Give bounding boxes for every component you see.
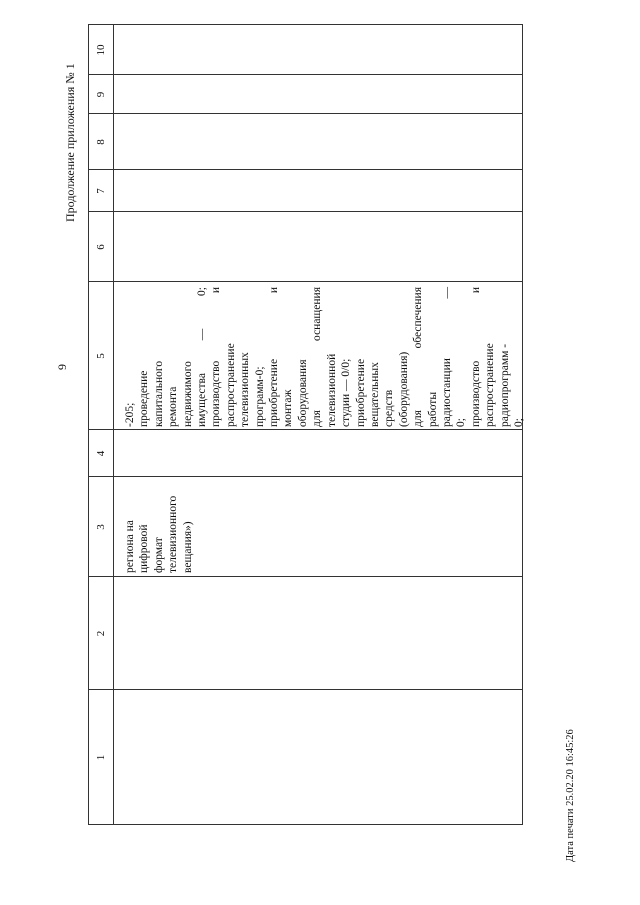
column-divider xyxy=(88,281,522,282)
cell-line: распространение xyxy=(484,343,497,427)
column-header: 7 xyxy=(95,188,107,194)
cell-line: приобретение xyxy=(354,358,367,427)
cell-line: оборудования xyxy=(296,359,309,427)
column-header: 10 xyxy=(95,44,107,56)
cell-line: телевизионной xyxy=(325,353,338,427)
cell-line: 0; xyxy=(455,418,468,427)
cell-line: средств xyxy=(383,389,396,427)
table-cell-col5 xyxy=(123,287,526,427)
cell-line: недвижимого xyxy=(181,361,194,427)
column-header: 4 xyxy=(95,450,107,457)
cell-line: цифровой xyxy=(138,524,151,573)
column-header: 6 xyxy=(95,244,107,250)
cell-line: приобретение и xyxy=(268,287,281,427)
column-divider xyxy=(88,429,522,430)
column-header: 3 xyxy=(95,524,107,530)
page-number: 9 xyxy=(55,364,69,370)
column-header: 1 xyxy=(95,754,107,761)
column-header: 8 xyxy=(95,139,107,145)
cell-line: проведение xyxy=(138,370,151,427)
cell-line: -205; xyxy=(124,402,136,427)
cell-line: вещания») xyxy=(181,521,194,573)
cell-line: 0; xyxy=(512,418,525,427)
cell-line: имущества — 0; xyxy=(196,287,209,427)
cell-line: производство и xyxy=(210,287,223,427)
table-cell-col3 xyxy=(123,481,195,573)
cell-line: телевизионных xyxy=(239,352,252,427)
column-divider xyxy=(88,169,522,170)
print-date-stamp: Дата печати 25.02.20 16:45:26 xyxy=(565,729,576,862)
cell-line: для оснащения xyxy=(311,287,324,427)
cell-line: (оборудования) xyxy=(397,351,410,427)
column-divider xyxy=(88,689,522,690)
column-divider xyxy=(88,74,522,75)
column-header: 2 xyxy=(95,630,107,637)
rotated-table-block xyxy=(88,25,525,825)
cell-line: формат xyxy=(152,537,165,573)
cell-line: студии — 0/0; xyxy=(340,358,353,427)
cell-line: ремонта xyxy=(167,386,180,427)
data-table xyxy=(88,25,525,825)
cell-line: капитального xyxy=(152,360,165,427)
column-divider xyxy=(88,113,522,114)
appendix-caption: Продолжение приложения № 1 xyxy=(63,63,77,222)
cell-line: программ-0; xyxy=(253,366,266,427)
cell-line: радиостанции — xyxy=(440,287,453,427)
column-header: 5 xyxy=(95,353,107,359)
cell-line: монтаж xyxy=(282,389,295,427)
column-divider xyxy=(88,211,522,212)
cell-line: радиопрограмм - xyxy=(498,343,511,427)
cell-line: производство и xyxy=(469,287,482,427)
cell-line: телевизионного xyxy=(167,495,180,573)
cell-line: региона на xyxy=(124,520,136,573)
cell-line: распространение xyxy=(224,343,237,427)
column-divider xyxy=(88,576,522,577)
column-header: 9 xyxy=(95,91,107,98)
cell-line: вещательных xyxy=(368,362,381,427)
cell-line: работы xyxy=(426,391,439,427)
column-divider xyxy=(88,476,522,477)
cell-line: для обеспечения xyxy=(412,287,425,427)
